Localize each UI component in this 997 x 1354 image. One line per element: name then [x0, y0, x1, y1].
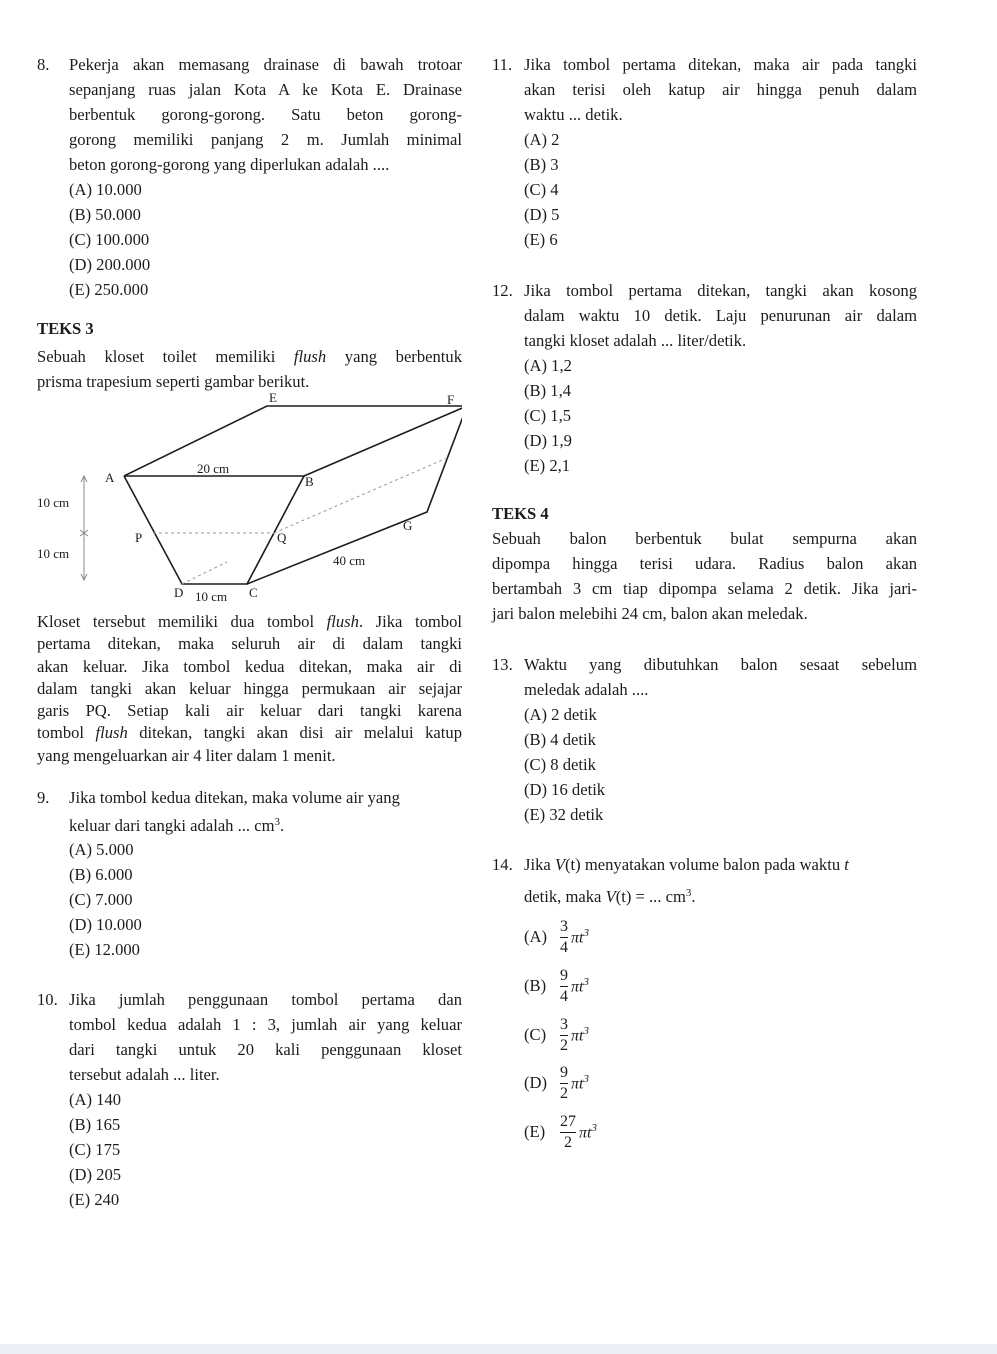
question-text-line: tombol kedua adalah 1 : 3, jumlah air yang keluar — [69, 1015, 462, 1034]
question-text-line: Jika jumlah penggunaan tombol pertama dan — [69, 990, 462, 1009]
label-e: E — [269, 390, 277, 405]
question-text-line: dari tangki untuk 20 kali penggunaan kloset — [69, 1040, 462, 1059]
option-a[interactable]: (A) 10.000 — [69, 180, 142, 199]
paragraph-line: Kloset tersebut memiliki dua tombol flush. Jika tombol — [37, 612, 462, 631]
option-b[interactable]: (B) 1,4 — [524, 381, 572, 400]
question-number: 8. — [37, 55, 50, 74]
label-f: F — [447, 392, 455, 407]
question-text-line: Waktu yang dibutuhkan balon sesaat sebelum — [524, 655, 917, 674]
q-to-g-hidden — [274, 458, 447, 533]
option-b[interactable]: (B) 165 — [69, 1115, 121, 1134]
teks-3-paragraph — [37, 611, 462, 767]
question-text-line: beton gorong-gorong yang diperlukan adalah .... — [69, 155, 390, 174]
option-c[interactable]: (C) $\frac{3}{2}$ $\pi t^3$ — [524, 1015, 589, 1054]
question-number: 12. — [492, 281, 513, 300]
option-d[interactable]: (D) 16 detik — [524, 780, 606, 799]
question-number: 9. — [37, 788, 50, 807]
intro-line: prisma trapesium seperti gambar berikut. — [37, 372, 310, 391]
question-14 — [492, 852, 917, 1172]
question-number: 14. — [492, 855, 513, 874]
option-c[interactable]: (C) 7.000 — [69, 890, 133, 909]
label-top-width: 20 cm — [197, 461, 230, 476]
question-text-line: Jika tombol pertama ditekan, tangki akan kosong — [524, 281, 917, 300]
question-12 — [492, 278, 917, 478]
paragraph-line: yang mengeluarkan air 4 liter dalam 1 menit. — [37, 745, 336, 765]
question-number: 11. — [492, 55, 513, 74]
option-d[interactable]: (D) 1,9 — [524, 431, 572, 450]
option-e[interactable]: (E) 32 detik — [524, 805, 604, 824]
label-b: B — [305, 474, 314, 489]
trapezoid-prism-figure — [37, 390, 462, 602]
option-c[interactable]: (C) 175 — [69, 1140, 121, 1159]
question-text-line: berbentuk gorong-gorong. Satu beton gorong- — [69, 105, 462, 124]
label-bottom-width: 10 cm — [195, 589, 228, 602]
question-11 — [492, 52, 917, 252]
option-a[interactable]: (A) 1,2 — [524, 356, 572, 375]
top-face — [124, 406, 462, 476]
option-a[interactable]: (A) 5.000 — [69, 840, 134, 859]
option-a[interactable]: (A) 2 detik — [524, 705, 597, 724]
option-e[interactable]: (E) 250.000 — [69, 280, 149, 299]
option-d[interactable]: (D) 205 — [69, 1165, 122, 1184]
question-number: 10. — [37, 990, 58, 1009]
option-c[interactable]: (C) 8 detik — [524, 755, 596, 774]
question-text-line: Jika tombol pertama ditekan, maka air pada tangki — [524, 55, 917, 74]
option-d[interactable]: (D) 200.000 — [69, 255, 151, 274]
teks-4 — [492, 501, 917, 626]
label-lower-height: 10 cm — [37, 546, 70, 561]
option-b[interactable]: (B) 50.000 — [69, 205, 141, 224]
option-d[interactable]: (D) 10.000 — [69, 915, 142, 934]
paragraph-line: garis PQ. Setiap kali air keluar dari tangki karena — [37, 701, 462, 721]
paragraph-line: bertambah 3 cm tiap dipompa selama 2 detik. Jika jari- — [492, 579, 917, 598]
option-e[interactable]: (E) 2,1 — [524, 456, 571, 475]
paragraph-line: akan keluar. Jika tombol kedua ditekan, maka air di — [37, 656, 462, 676]
label-g: G — [403, 518, 413, 533]
option-b[interactable]: (B) 3 — [524, 155, 559, 174]
paragraph-line: dalam tangki akan keluar hingga permukaan air sejajar — [37, 678, 462, 698]
option-b[interactable]: (B) 4 detik — [524, 730, 596, 749]
option-b[interactable]: (B) $\frac{9}{4}$ $\pi t^3$ — [524, 966, 589, 1005]
label-length: 40 cm — [333, 553, 366, 568]
option-a[interactable]: (A) 2 — [524, 130, 560, 149]
option-a[interactable]: (A) 140 — [69, 1090, 122, 1109]
label-d: D — [174, 585, 184, 600]
section-heading: TEKS 4 — [492, 504, 549, 523]
hidden-edge — [182, 562, 227, 584]
section-heading: TEKS 3 — [37, 319, 94, 338]
label-p: P — [135, 530, 143, 545]
question-text-line: waktu ... detik. — [524, 105, 623, 124]
question-text-line: gorong memiliki panjang 2 m. Jumlah minimal — [69, 130, 462, 149]
label-a: A — [105, 470, 115, 485]
option-a[interactable]: (A) $\frac{3}{4}$ $\pi t^3$ — [524, 917, 589, 956]
question-number: 13. — [492, 655, 513, 674]
paragraph-line: pertama ditekan, maka seluruh air di dalam tangki — [37, 634, 462, 654]
page-bottom-edge — [0, 1344, 997, 1354]
option-e[interactable]: (E) $\frac{27}{2}$ $\pi t^3$ — [524, 1112, 597, 1151]
question-13 — [492, 652, 917, 827]
paragraph-line: jari balon melebihi 24 cm, balon akan meledak. — [492, 604, 808, 623]
option-c[interactable]: (C) 4 — [524, 180, 559, 199]
intro-line: Sebuah kloset toilet memiliki flush yang berbentuk — [37, 347, 462, 366]
label-upper-height: 10 cm — [37, 495, 70, 510]
option-c[interactable]: (C) 1,5 — [524, 406, 572, 425]
question-text-line: akan terisi oleh katup air hingga penuh dalam — [524, 80, 917, 99]
question-text-line: tersebut adalah ... liter. — [69, 1065, 220, 1084]
question-text-line: meledak adalah .... — [524, 680, 649, 699]
option-d[interactable]: (D) $\frac{9}{2}$ $\pi t^3$ — [524, 1063, 589, 1102]
option-e[interactable]: (E) 12.000 — [69, 940, 140, 959]
label-c: C — [249, 585, 258, 600]
question-text-line: tangki kloset adalah ... liter/detik. — [524, 331, 747, 350]
paragraph-line: Sebuah balon berbentuk bulat sempurna akan — [492, 529, 917, 548]
label-q: Q — [277, 530, 287, 545]
question-text-line: dalam waktu 10 detik. Laju penurunan air dalam — [524, 306, 917, 325]
option-c[interactable]: (C) 100.000 — [69, 230, 150, 249]
paragraph-line: tombol flush ditekan, tangki akan disi air melalui katup — [37, 723, 463, 743]
option-e[interactable]: (E) 240 — [69, 1190, 120, 1209]
question-text-line: detik, maka V(t) = ... $cm^3$. — [524, 887, 696, 906]
question-text-line: sepanjang ruas jalan Kota A ke Kota E. Drainase — [69, 80, 462, 99]
question-text-line: Pekerja akan memasang drainase di bawah trotoar — [69, 55, 462, 74]
question-text-line: keluar dari tangki adalah ... $cm^3$. — [69, 816, 285, 835]
question-10 — [37, 987, 462, 1212]
option-e[interactable]: (E) 6 — [524, 230, 558, 249]
question-text-line: Jika tombol kedua ditekan, maka volume air yang — [69, 788, 400, 807]
question-text-line: Jika V(t) menyatakan volume balon pada waktu t — [524, 855, 849, 874]
teks-3 — [37, 316, 462, 394]
option-d[interactable]: (D) 5 — [524, 205, 560, 224]
paragraph-line: dipompa hingga terisi udara. Radius balon akan — [492, 554, 917, 573]
option-b[interactable]: (B) 6.000 — [69, 865, 133, 884]
question-8 — [37, 52, 462, 302]
question-9 — [37, 785, 462, 962]
